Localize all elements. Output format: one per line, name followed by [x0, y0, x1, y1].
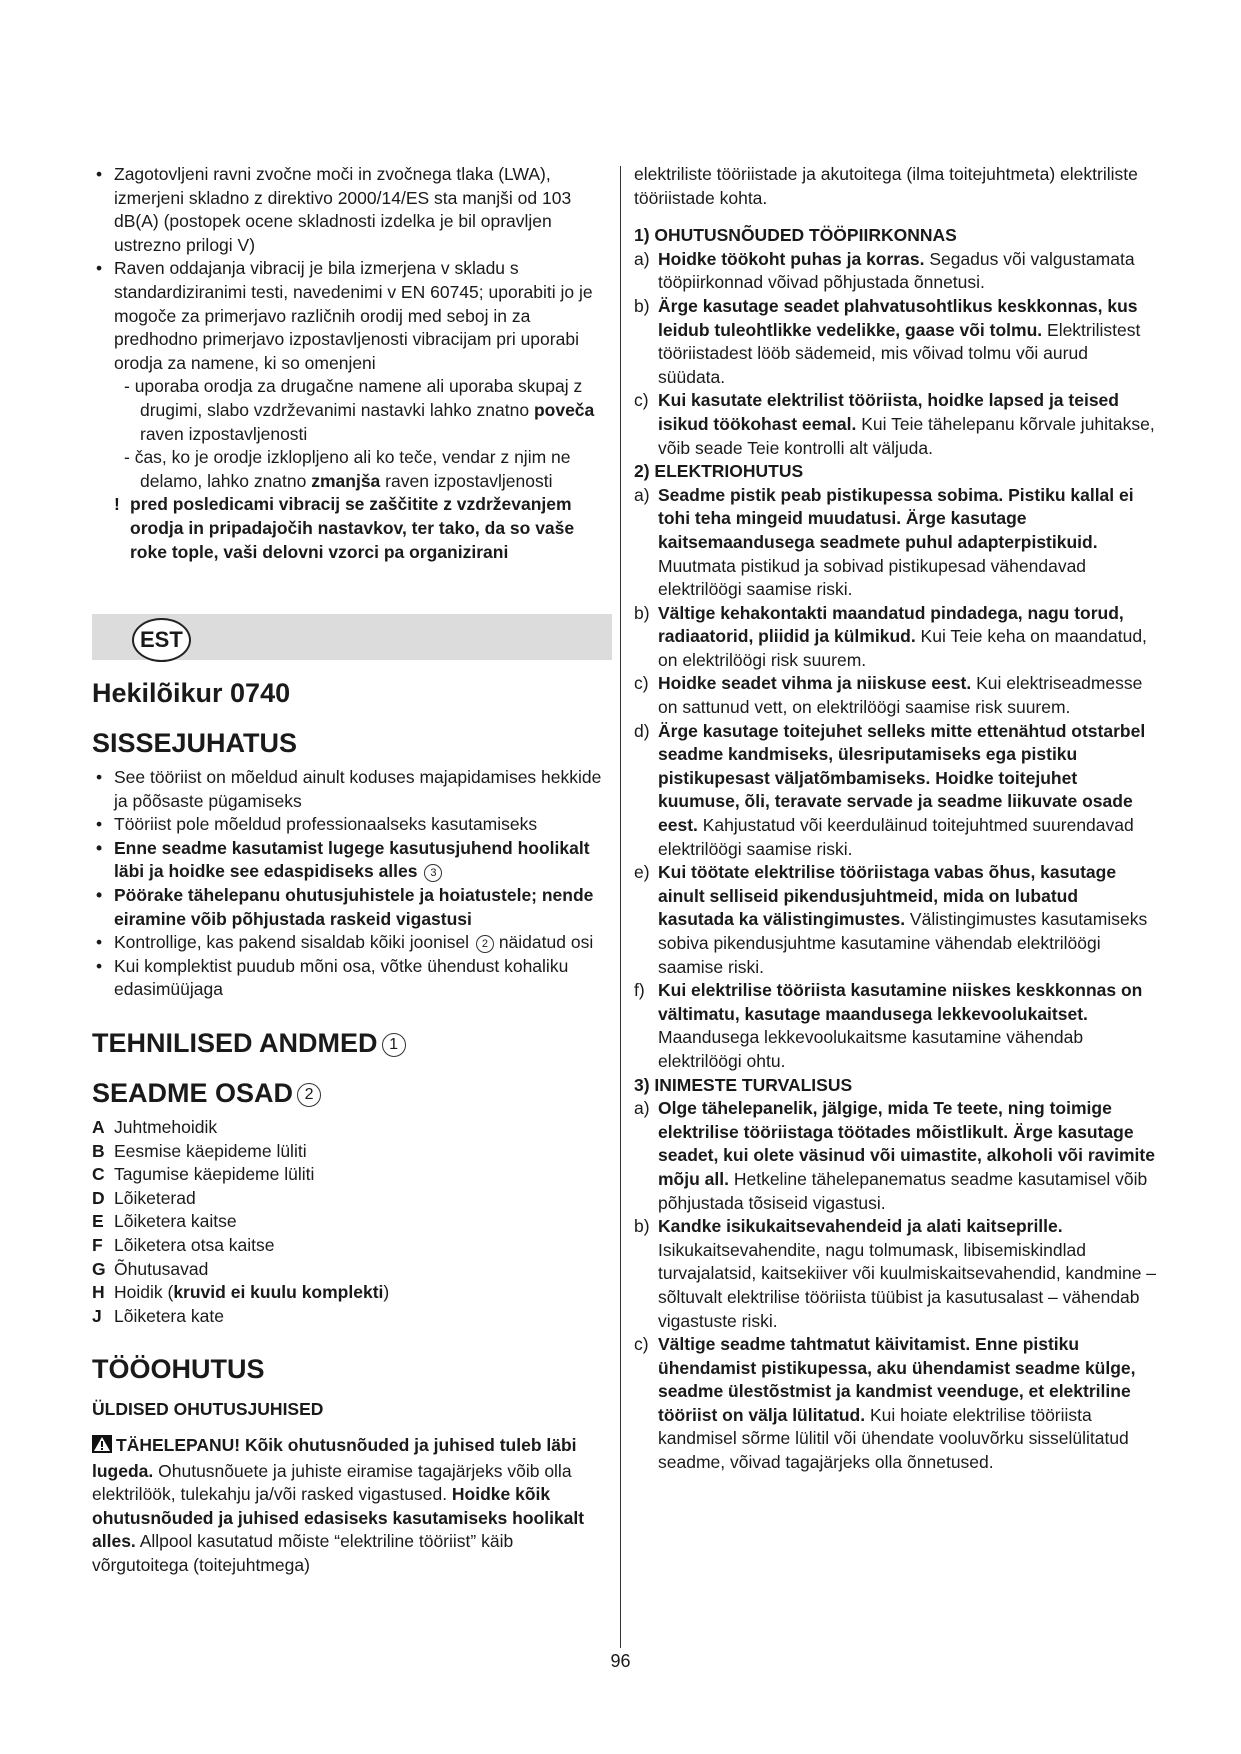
part-text: Juhtmehoidik — [114, 1117, 218, 1138]
list-item — [92, 837, 612, 884]
text: Allpool kasutatud mõiste “elektriline tööriist” käib võrgutoitega (toitejuhtmega) — [92, 1531, 514, 1575]
text: Välistingimustes kasutamiseks sobiva pikendusjuhtme kasutamine vähendab elektrilöögi saamise riski. — [658, 909, 1148, 977]
text: Hetkeline tähelepanematus seadme kasutamisel võib põhjustada tõsiseid vigastusi. — [658, 1168, 1148, 1213]
list-item — [634, 1097, 1156, 1215]
list-item — [634, 248, 1156, 295]
item-letter: c) — [634, 390, 649, 411]
text: Kahjustatud või keerduläinud toitejuhtmed suurendavad elektrilöögi saamise riski. — [658, 815, 1134, 859]
part-text: Tagumise käepideme lüliti — [114, 1164, 315, 1185]
bold-text: poveča — [533, 399, 595, 420]
list-item — [634, 389, 1156, 460]
part-item — [92, 1305, 612, 1329]
text: Ohutusnõuete ja juhiste eiramise tagajärjeks võib olla elektrilöök, tulekahju ja/või rasked vigastused. — [92, 1460, 572, 1505]
part-item — [92, 1140, 612, 1164]
item-letter: a) — [634, 248, 650, 269]
exclamation-icon: ! — [114, 494, 120, 515]
figure-ref-icon: 2 — [297, 1083, 321, 1107]
part-letter: D — [92, 1187, 105, 1208]
general-warning-paragraph — [92, 1434, 612, 1578]
parts-list — [92, 1116, 612, 1328]
text: raven izpostavljenosti — [380, 470, 553, 491]
part-item — [92, 1281, 612, 1305]
part-item — [92, 1187, 612, 1211]
bold-text: Olge tähelepanelik, jälgige, mida Te teete, ning toimige elektrilise tööriistaga töötades mõistlikult. Ärge kasutage seadet, kui olete väsinud või uimastite, alkoholi või ravimite mõju all. — [658, 1098, 1155, 1189]
part-text: Lõiketerad — [114, 1187, 196, 1208]
section-heading: 1) OHUTUSNÕUDED TÖÖPIIRKONNAS — [634, 225, 957, 246]
item-letter: c) — [634, 1334, 649, 1355]
section-heading: 3) INIMESTE TURVALISUS — [634, 1074, 853, 1095]
list-item — [634, 1333, 1156, 1475]
bold-text: Hoidke kõik ohutusnõuded ja juhised edasiseks kasutamiseks hoolikalt alles. — [92, 1484, 585, 1552]
list-item: • Zagotovljeni ravni zvočne moči in zvočnega tlaka (LWA), izmerjeni skladno z direktivo 2000/14/ES sta manjši od 103 dB(A) (postopek ocene skladnosti izdelka je bil opravljen ustrezno prilogi V) — [92, 163, 612, 257]
list-item — [634, 672, 1156, 719]
item-letter: c) — [634, 673, 649, 694]
item-letter: b) — [634, 1216, 650, 1237]
bold-text: Hoidke seadet vihma ja niiskuse eest. — [658, 673, 972, 694]
part-item — [92, 1116, 612, 1140]
bold-text: Ärge kasutage seadet plahvatusohtlikus keskkonnas, kus leidub tuleohtlikke vedelikke, gaase või tolmu. — [658, 295, 1138, 340]
text: TEHNILISED ANDMED — [92, 1028, 378, 1059]
part-item — [92, 1234, 612, 1258]
part-text: Lõiketera kaitse — [114, 1211, 237, 1232]
item-letter: e) — [634, 862, 650, 883]
part-item — [92, 1163, 612, 1187]
bold-text: Ärge kasutage toitejuhet selleks mitte ettenähtud otstarbel seadme kandmiseks, ülesriputamiseks ega pistiku pistikupesast väljatõmbamiseks. Hoidke toitejuhet kuumuse, õli, teravate servade ja seadme liikuvate osade eest. — [658, 720, 1146, 836]
bold-text: Kandke isikukaitsevahendeid ja alati kaitseprille. — [658, 1216, 1063, 1237]
list-item — [634, 979, 1156, 1073]
continued-text: elektriliste tööriistade ja akutoitega (ilma toitejuhtmeta) elektriliste tööriistade kohta. — [634, 164, 1138, 208]
text: Kui Teie tähelepanu kõrvale juhitakse, võib seade Teie kontrolli alt väljuda. — [658, 413, 1155, 458]
text: Kui hoiate elektrilise tööriista kandmisel sõrme lülitil või ühendate vooluvõrku sisselülitatud seadme, võivad tagajärjeks olla õnnetused. — [658, 1404, 1129, 1473]
left-column — [92, 163, 612, 1578]
part-item — [92, 1258, 612, 1282]
part-text: Õhutusavad — [114, 1258, 209, 1279]
item-letter: b) — [634, 295, 650, 316]
bold-text: Vältige seadme tahtmatut käivitamist. Enne pistiku ühendamist pistikupessa, aku ühendamist seadme külge, seadme ülestõstmist ja kandmist veenduge, et elektriline tööriist on välja lülitatud. — [658, 1334, 1136, 1425]
part-text: ) — [383, 1282, 390, 1303]
safety-heading: TÖÖOHUTUS — [92, 1354, 265, 1385]
item-letter: d) — [634, 720, 650, 741]
part-text: Lõiketera otsa kaitse — [114, 1235, 275, 1255]
text: Isikukaitsevahendite, nagu tolmumask, libisemiskindlad turvajalatsid, kaitsekiiver või kuulmiskaitsevahendid, kandmine – sõltuvalt elektrilise tööriista tüübist ja kasutusalast – vähendab vigastuste riski. — [658, 1239, 1157, 1331]
bold-text: Kui elektrilise tööriista kasutamine niiskes keskkonnas on vältimatu, kasutage maandusega lekkevoolukaitset. — [658, 980, 1143, 1024]
list-item: • See tööriist on mõeldud ainult koduses majapidamises hekkide ja põõsaste pügamiseks — [92, 766, 612, 813]
text: Elektrilistest tööriistadest lööb sädemeid, mis võivad tolmu või aurud süüdata. — [658, 319, 1141, 387]
list-item: • Pöörake tähelepanu ohutusjuhistele ja hoiatustele; nende eiramine võib põhjustada raskeid vigastusi — [92, 884, 612, 931]
part-text: Hoidik ( — [114, 1282, 174, 1303]
language-badge: EST — [132, 618, 191, 662]
dash-item — [102, 446, 612, 493]
list-item — [634, 720, 1156, 862]
list-item: • Kui komplektist puudub mõni osa, võtke ühendust kohaliku edasimüüjaga — [92, 955, 612, 1002]
bold-text: kruvid ei kuulu komplekti — [173, 1282, 384, 1303]
list-item: • Raven oddajanja vibracij je bila izmerjena v skladu s standardiziranimi testi, navedenimi v EN 60745; uporabiti jo je mogoče za primerjavo različnih orodij med seboj in za predhodno primerjavo izpostavljenosti vibracijam pri uporabi orodja za namene, ki so omenjeni — [92, 257, 612, 375]
part-letter: F — [92, 1235, 103, 1255]
dash-item — [102, 375, 612, 446]
figure-ref-icon: 2 — [476, 935, 494, 953]
text: Kui elektriseadmesse on sattunud vett, on elektrilöögi saamise risk suurem. — [658, 673, 1143, 718]
bold-text: Kui töötate elektrilise tööriistaga vabas õhus, kasutage ainult selliseid pikendusjuhtmeid, mida on lubatud kasutada ka välistingimustes. — [658, 862, 1117, 930]
item-letter: a) — [634, 484, 650, 505]
figure-ref-icon: 1 — [382, 1033, 406, 1057]
text: Muutmata pistikud ja sobivad pistikupesad vähendavad elektrilöögi saamise riski. — [658, 555, 1087, 600]
part-item — [92, 1210, 612, 1234]
general-safety-heading: ÜLDISED OHUTUSJUHISED — [92, 1399, 324, 1420]
list-item — [634, 1215, 1156, 1333]
part-text: Lõiketera kate — [114, 1305, 224, 1326]
column-divider — [620, 166, 621, 1648]
text: raven izpostavljenosti — [140, 423, 308, 444]
part-letter: H — [92, 1282, 105, 1303]
bold-text: zmanjša — [311, 470, 381, 491]
bold-text: Vältige kehakontakti maandatud pindadega, nagu torud, radiaatorid, pliidid ja külmikud. — [658, 602, 1124, 647]
text: čas, ko je orodje izklopljeno ali ko teče, vendar z njim ne delamo, lahko znatno — [134, 447, 571, 491]
list-item — [92, 931, 612, 955]
part-letter: A — [92, 1117, 105, 1138]
tech-heading — [92, 1026, 612, 1060]
part-letter: E — [92, 1211, 104, 1232]
list-item — [634, 295, 1156, 389]
text: SEADME OSAD — [92, 1078, 294, 1109]
text: Kontrollige, kas pakend sisaldab kõiki joonisel — [114, 932, 470, 953]
text: Enne seadme kasutamist lugege kasutusjuhend hoolikalt läbi ja hoidke see edaspidiseks alles — [114, 837, 590, 882]
part-letter: C — [92, 1164, 105, 1185]
product-title: Hekilõikur 0740 — [92, 678, 291, 709]
intro-heading: SISSEJUHATUS — [92, 728, 298, 759]
bold-text: TÄHELEPANU! Kõik ohutusnõuded ja juhised tuleb läbi lugeda. — [92, 1434, 577, 1481]
text: uporaba orodja za drugačne namene ali uporaba skupaj z drugimi, slabo vzdrževanimi nastavki lahko znatno — [134, 376, 583, 420]
part-letter: G — [92, 1258, 106, 1279]
section-heading: 2) ELEKTRIOHUTUS — [634, 461, 804, 482]
item-letter: b) — [634, 602, 650, 623]
warning-triangle-icon — [92, 1435, 112, 1460]
text: Kui Teie keha on maandatud, on elektrilöögi risk suurem. — [658, 626, 1147, 670]
bold-text: Kui kasutate elektrilist tööriista, hoidke lapsed ja teised isikud töökohast eemal. — [658, 390, 1119, 434]
right-column — [634, 163, 1156, 1475]
item-letter: a) — [634, 1098, 650, 1119]
list-item — [634, 861, 1156, 979]
part-letter: J — [92, 1305, 102, 1326]
list-item: • Tööriist pole mõeldud professionaalseks kasutamiseks — [92, 813, 612, 837]
list-item — [634, 484, 1156, 602]
text: näidatud osi — [498, 932, 594, 953]
vibration-warning — [92, 493, 612, 564]
text: Maandusega lekkevoolukaitsme kasutamine vähendab elektrilöögi ohtu. — [658, 1027, 1084, 1071]
text: Segadus või valgustamata tööpiirkonnad võivad põhjustada õnnetusi. — [658, 248, 1135, 293]
list-item — [634, 602, 1156, 673]
figure-ref-icon: 3 — [424, 864, 442, 882]
item-letter: f) — [634, 980, 645, 1001]
bold-text: Hoidke töökoht puhas ja korras. — [658, 248, 925, 269]
warning-text: pred posledicami vibracij se zaščitite z vzdrževanjem orodja in pripadajočih nastavkov, ter tako, da so vaše roke tople, vaši delovni vzorci pa organizirani — [130, 494, 575, 562]
language-bar — [92, 614, 612, 660]
part-text: Eesmise käepideme lüliti — [114, 1140, 307, 1161]
parts-heading — [92, 1076, 612, 1110]
page-number: 96 — [610, 1651, 631, 1671]
part-letter: B — [92, 1140, 105, 1161]
bold-text: Seadme pistik peab pistikupessa sobima. Pistiku kallal ei tohi teha mingeid muudatusi. Ärge kasutage kaitsemaandusega seadmete puhul adapterpistikuid. — [658, 484, 1134, 552]
